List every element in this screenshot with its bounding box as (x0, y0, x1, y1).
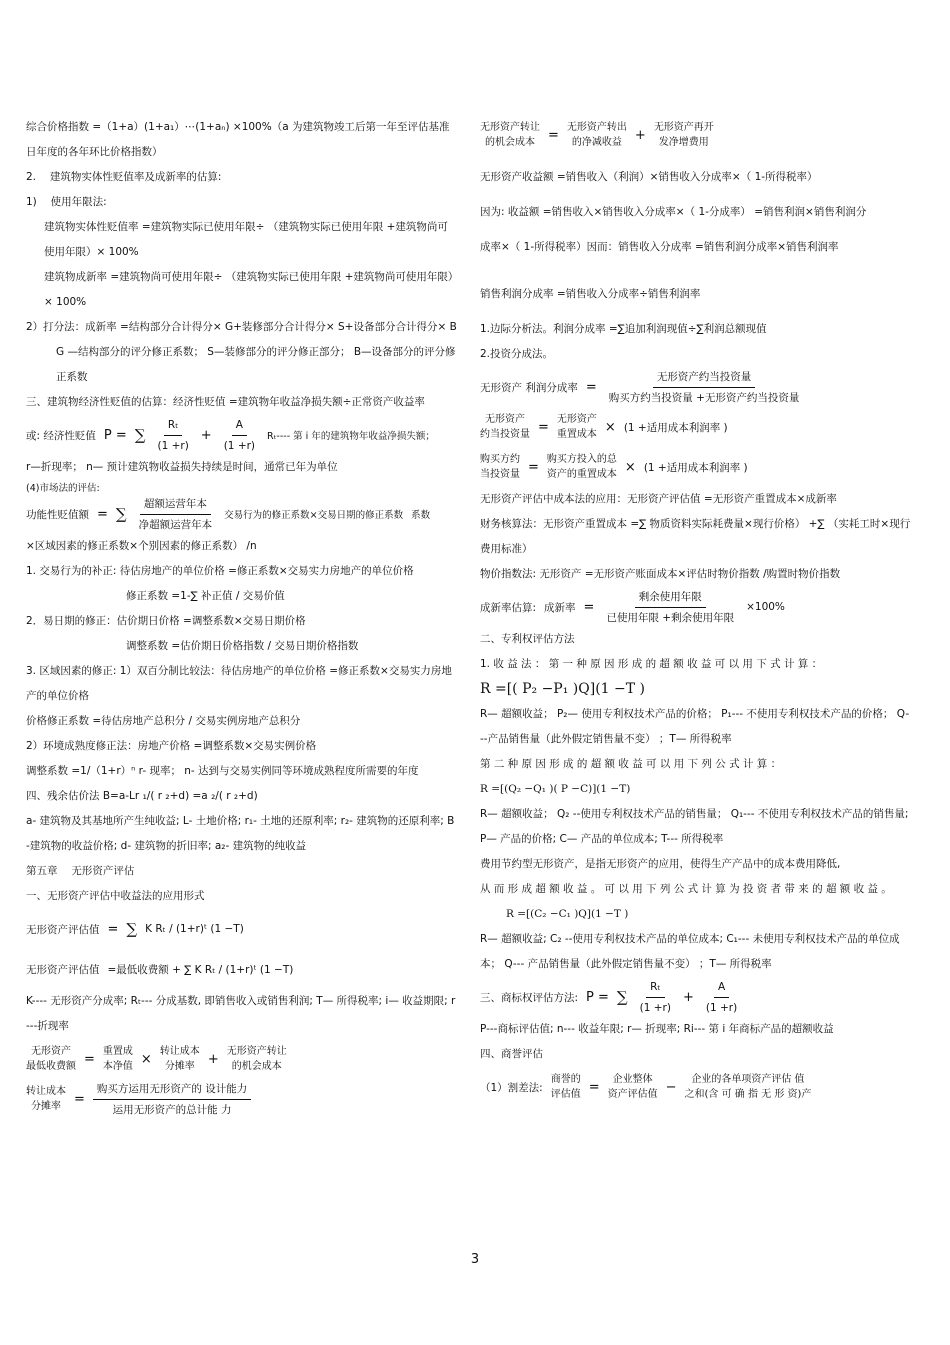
fraction (135, 496, 217, 533)
term (567, 120, 627, 150)
paragraph: 销售利润分成率 =销售收入分成率÷销售利润率 (480, 288, 701, 300)
sum-symbol: ∑ (115, 505, 127, 523)
functional-depreciation-formula (26, 494, 458, 534)
term (557, 412, 597, 442)
formula-label: 无形资产 利润分成率 (480, 381, 578, 394)
paragraph: 因为: 收益额 =销售收入×销售收入分成率×（ 1-分成率） =销售利润×销售利润分 (480, 206, 867, 218)
equals-sign: = (84, 1051, 95, 1067)
chapter-heading: 第五章 无形资产评估 (26, 865, 135, 877)
term (547, 452, 617, 482)
denominator: 已使用年限 +剩余使用年限 (606, 611, 735, 624)
paragraph: 综合价格指数 =（1+a）(1+a₁）⋯(1+aₙ) ×100%（a 为建筑物竣工后第一年至评估基准日年度的各年环比价格指数） (26, 121, 450, 158)
formula-label: 无形资产评估值 (26, 963, 100, 976)
denominator: 购买方约当投资量 +无形资产约当投资量 (608, 391, 800, 404)
term-line: 的机会成本 (485, 137, 535, 148)
term: (1 +适用成本利润率 ) (623, 421, 728, 434)
numerator: 无形资产约当投资量 (653, 369, 756, 388)
newness-rate-formula (480, 587, 912, 627)
paragraph: K---- 无形资产分成率; Rₜ--- 分成基数, 即销售收入或销售利润; T— 所得税率; i— 收益期限; r---折现率 (26, 995, 456, 1032)
term (103, 1044, 133, 1074)
equivalent-investment-formula-2 (480, 447, 912, 487)
paragraph: R— 超额收益; C₂ --使用专利权技术产品的单位成本; C₁--- 未使用专利权技术产品的单位成本； Q--- 产品销售量（此外假定销售量不变） ；T— 所得税率 (480, 933, 900, 970)
fraction (220, 417, 259, 454)
fraction (605, 369, 804, 406)
paragraph: 财务核算法：无形资产重置成本 =∑ 物质资料实际耗费量×现行价格） +∑ （实耗工时×现行费用标准） (480, 518, 911, 555)
term (160, 1044, 200, 1074)
term-line: 分摊率 (164, 1061, 195, 1072)
term-line: 无形资产转让 (480, 122, 540, 133)
term (227, 1044, 287, 1074)
paragraph: 费用节约型无形资产，是指无形资产的应用，使得生产产品中的成本费用降低, (480, 858, 841, 870)
paragraph: 3. 区域因素的修正: 1）双百分制比较法：待估房地产的单位价格 =修正系数×交易实力房地产的单位价格 (26, 665, 452, 702)
term-line: 无形资产 (31, 1046, 71, 1057)
paragraph: 1. 收 益 法 ： 第 一 种 原 因 形 成 的 超 额 收 益 可 以 用 下 式 计 算 ： (480, 658, 823, 670)
paragraph: 2）打分法：成新率 =结构部分合计得分× G+装修部分合计得分× S+设备部分合计得分× B (26, 321, 457, 333)
paragraph: 无形资产收益额 =销售收入（利润）×销售收入分成率×（ 1-所得税率） (480, 171, 818, 183)
denominator: 运用无形资产的总计能 力 (112, 1103, 232, 1116)
fraction (153, 417, 192, 454)
term-line: 无形资产转出 (566, 122, 627, 133)
fraction (636, 979, 675, 1016)
term-line: 的净减收益 (571, 137, 622, 148)
trademark-formula (480, 977, 912, 1017)
formula-label: 或: 经济性贬值 (26, 429, 96, 442)
times-sign: × (140, 1051, 152, 1067)
sum-symbol: ∑ (616, 988, 628, 1006)
term: (1 +适用成本利润率 ) (643, 461, 748, 474)
paragraph: 2）环境成熟度修正法：房地产价格 =调整系数×交易实例价格 (26, 740, 317, 752)
term (480, 452, 520, 482)
paragraph: 2. 建筑物实体性贬值率及成新率的估算: (26, 171, 222, 183)
plus-sign: + (207, 1051, 219, 1067)
paragraph: 1.边际分析法。利润分成率 =∑追加利润现值÷∑利润总额现值 (480, 323, 767, 335)
paragraph: 第 二 种 原 因 形 成 的 超 额 收 益 可 以 用 下 列 公 式 计 算 ： (480, 758, 782, 770)
term-line: 的机会成本 (231, 1061, 282, 1072)
minus-sign: − (665, 1079, 677, 1095)
paragraph: ×区域因素的修正系数×个别因素的修正系数） /n (26, 540, 257, 552)
term-line: 购买方投入的总 (546, 454, 617, 465)
term (26, 1084, 66, 1114)
formula-tail: ×100% (746, 601, 785, 613)
formula-label: 成新率估算: (480, 601, 537, 614)
paragraph: 成率×（ 1-所得税率）因而：销售收入分成率 =销售利润分成率×销售利润率 (480, 241, 839, 253)
term-line: 本净值 (102, 1061, 133, 1072)
formula-body: =最低收费额 + ∑ K Rₜ / (1+r)ᵗ (1 −T) (107, 963, 294, 976)
numerator: Rₜ (164, 417, 182, 436)
economic-depreciation-formula (26, 415, 458, 455)
formula-label: 功能性贬值额 (26, 508, 89, 521)
numerator: 超额运营年本 (140, 496, 211, 515)
formula-label: 三、商标权评估方法: (480, 991, 579, 1004)
term-line: 约当投资量 (480, 429, 530, 440)
paragraph: 三、建筑物经济性贬值的估算：经济性贬值 =建筑物年收益净损失额÷正常资产收益率 (26, 396, 425, 408)
paragraph: R— 超额收益； Q₂ --使用专利权技术产品的销售量； Q₁--- 不使用专利权技术产品的销售量; P— 产品的价格; C— 产品的单位成本; T--- 所得税率 (480, 808, 909, 845)
equals-sign: = (528, 459, 539, 475)
term-line: 购买方约 (480, 454, 520, 465)
term-line: 发净增费用 (658, 137, 709, 148)
formula-term: 成新率 (544, 601, 576, 614)
left-column (26, 115, 458, 1119)
paragraph: 1. 交易行为的补正: 待估房地产的单位价格 =修正系数×交易实力房地产的单位价格 (26, 565, 414, 577)
formula-body: K Rₜ / (1+r)ᵗ (1 −T) (145, 923, 244, 935)
paragraph: 2.投资分成法。 (480, 348, 554, 360)
profit-share-formula (480, 367, 912, 407)
fraction (702, 979, 741, 1016)
term-line: 资产的重置成本 (546, 469, 617, 480)
paragraph: 1) 使用年限法: (26, 196, 107, 208)
term (654, 120, 714, 150)
plus-sign: + (634, 127, 646, 143)
equals-sign: = (97, 506, 108, 522)
term-line: 评估值 (550, 1089, 581, 1100)
equals-sign: = (583, 599, 595, 615)
formula-tail: 系数 (411, 510, 431, 521)
denominator: (1 +r) (157, 439, 189, 452)
term-line: 无形资产 (485, 414, 525, 425)
paragraph: 建筑物实体性贬值率 =建筑物实际已使用年限÷ （建筑物实际已使用年限 +建筑物尚可使用年限）× 100% (44, 221, 448, 258)
numerator: A (232, 417, 247, 436)
plus-sign: + (200, 427, 212, 443)
paragraph: 价格修正系数 =待估房地产总积分 / 交易实例房地产总积分 (26, 715, 301, 727)
paragraph: 从 而 形 成 超 额 收 益 。 可 以 用 下 列 公 式 计 算 为 投 资 者 带 来 的 超 额 收 益 。 (480, 883, 892, 895)
term-line: 商誉的 (550, 1074, 581, 1085)
formula-caption: (4)市场法的评估: (26, 483, 100, 494)
numerator: Rₜ (646, 979, 664, 998)
fraction (602, 589, 738, 626)
equivalent-investment-formula-1 (480, 407, 912, 447)
formula: R =[(C₂ −C₁ )Q](1 −T ) (506, 908, 629, 920)
denominator: 净超额运营年本 (138, 518, 213, 531)
term (480, 412, 530, 442)
paragraph: 修正系数 =1-∑ 补正值 / 交易价值 (126, 590, 285, 602)
term (685, 1072, 812, 1102)
denominator: (1 +r) (705, 1001, 738, 1014)
paragraph: 调整系数 =1/（1+r）ⁿ r- 现率； n- 达到与交易实例同等环境成熟程度所需要的年度 (26, 765, 419, 777)
equals-sign: = (548, 127, 559, 143)
term-line: 转让成本 (26, 1086, 66, 1097)
term-line: 重置成本 (556, 429, 597, 440)
section-heading: 二、专利权评估方法 (480, 633, 575, 645)
term-line: 企业整体 (612, 1074, 653, 1085)
paragraph: a- 建筑物及其基地所产生纯收益; L- 土地价格; r₁- 土地的还原利率; r₂- 建筑物的还原利率; B-建筑物的收益价格; d- 建筑物的折旧率; a₂- 建筑物的纯收益 (26, 815, 455, 852)
paragraph: 2．易日期的修正：估价期日价格 =调整系数×交易日期价格 (26, 615, 306, 627)
equals-sign: = (538, 419, 549, 435)
term-line: 无形资产再开 (653, 122, 714, 133)
equals-sign: = (74, 1091, 85, 1107)
term-line: 无形资产 (556, 414, 597, 425)
denominator: (1 +r) (639, 1001, 671, 1014)
equals-sign: = (107, 921, 119, 937)
numerator: 剩余使用年限 (635, 589, 706, 608)
term-line: 企业的各单项资产评估 值 (691, 1074, 805, 1085)
paragraph: 物价指数法: 无形资产 =无形资产账面成本×评估时物价指数 /购置时物价指数 (480, 568, 841, 580)
term-line: 重置成 (102, 1046, 133, 1057)
term (608, 1072, 658, 1102)
right-column (480, 115, 912, 1107)
numerator: A (714, 979, 729, 998)
term-line: 转让成本 (159, 1046, 200, 1057)
numerator: 购买方运用无形资产的 设计能力 (93, 1081, 251, 1100)
fraction (93, 1081, 251, 1118)
denominator: (1 +r) (223, 439, 256, 452)
intangible-value-formula-1 (26, 909, 458, 949)
formula: R =[( P₂ −P₁ )Q](1 −T ) (480, 681, 645, 697)
term-line: 资产评估值 (607, 1089, 658, 1100)
formula-label: 无形资产评估值 (26, 923, 100, 936)
paragraph: 调整系数 =估价期日价格指数 / 交易日期价格指数 (126, 640, 359, 652)
formula-label: （1）割差法: (480, 1081, 543, 1094)
term-line: 最低收费额 (26, 1061, 76, 1072)
sum-symbol: ∑ (134, 426, 146, 444)
minimum-fee-formula (26, 1039, 458, 1079)
times-sign: × (604, 419, 616, 435)
paragraph: P---商标评估值; n--- 收益年限; r— 折现率; Ri--- 第 i 年商标产品的超额收益 (480, 1023, 834, 1035)
sum-symbol: ∑ (126, 920, 138, 938)
term (26, 1044, 76, 1074)
term-line: 之和(含 可 确 指 无 形 资)产 (684, 1089, 812, 1100)
equals-sign: = (585, 379, 597, 395)
paragraph: 无形资产评估中成本法的应用：无形资产评估值 =无形资产重置成本×成新率 (480, 493, 837, 505)
cost-allocation-formula (26, 1079, 458, 1119)
equals-sign: = (588, 1079, 600, 1095)
formula: R =[(Q₂ −Q₁ )( P −C)](1 −T) (480, 783, 631, 795)
paragraph: r—折现率； n— 预计建筑物收益损失持续是时间，通常已年为单位 (26, 461, 338, 473)
term-line: 分摊率 (31, 1101, 61, 1112)
term (551, 1072, 581, 1102)
term-line: 当投资量 (480, 469, 520, 480)
plus-sign: + (682, 989, 694, 1005)
paragraph: G —结构部分的评分修正系数； S—装修部分的评分修正部分； B—设备部分的评分修正系数 (56, 346, 456, 383)
equals-sign: P = (103, 427, 127, 443)
paragraph: 四、残余估价法 B=a-Lr ₁/( r ₂+d) =a ₂/( r ₂+d) (26, 790, 258, 802)
opportunity-cost-formula (480, 115, 912, 155)
paragraph: R— 超额收益； P₂— 使用专利权技术产品的价格； P₁--- 不使用专利权技术产品的价格； Q---产品销售量（此外假定销售量不变） ；T— 所得税率 (480, 708, 910, 745)
times-sign: × (624, 459, 636, 475)
page-number: 3 (470, 1252, 480, 1267)
formula-note: 交易行为的修正系数×交易日期的修正系数 (224, 510, 404, 521)
paragraph: 建筑物成新率 =建筑物尚可使用年限÷ （建筑物实际已使用年限 +建筑物尚可使用年限）× 100% (44, 271, 454, 308)
term-line: 无形资产转让 (226, 1046, 287, 1057)
goodwill-formula (480, 1067, 912, 1107)
term (480, 120, 540, 150)
section-heading: 四、商誉评估 (480, 1048, 543, 1060)
formula-note: Rₜ---- 第 i 年的建筑物年收益净损失额； (267, 431, 435, 442)
intangible-value-formula-2 (26, 949, 458, 989)
equals-sign: P = (586, 989, 609, 1005)
section-heading: 一、无形资产评估中收益法的应用形式 (26, 890, 205, 902)
